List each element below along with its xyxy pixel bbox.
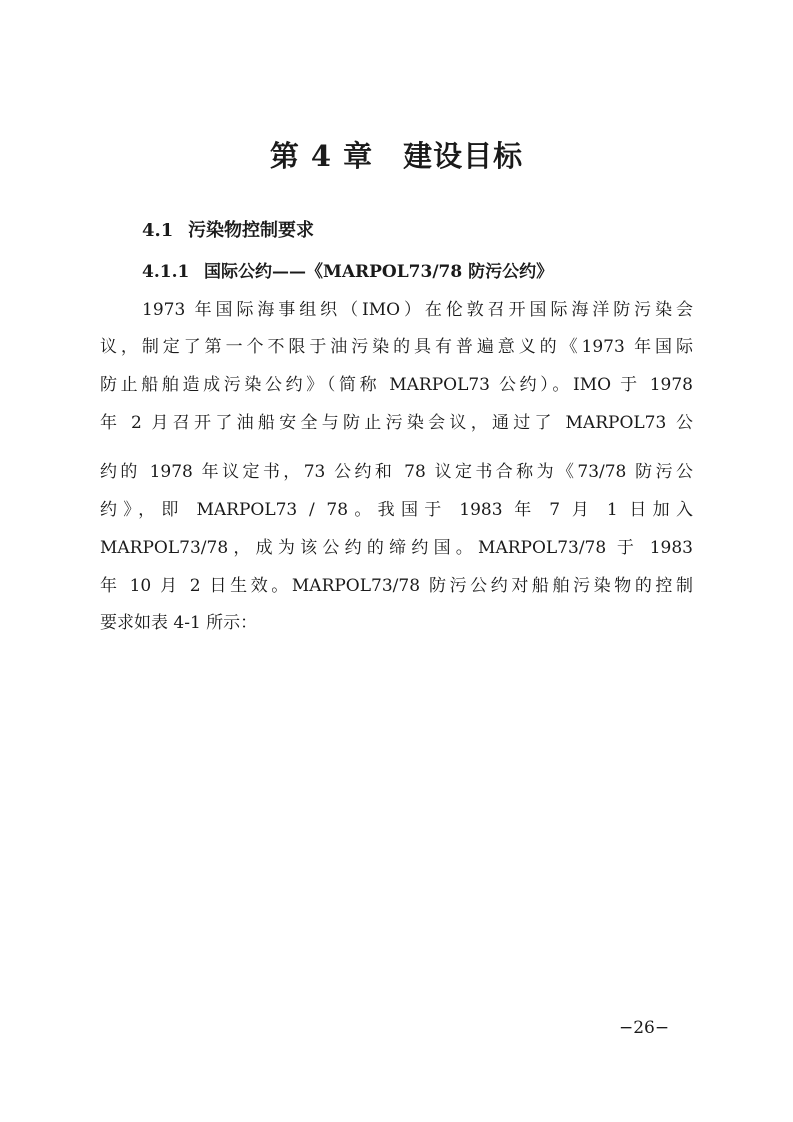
subsection-title: 国际公约——《MARPOL73/78 防污公约》 [204, 262, 554, 282]
paragraph-line: 约的 1978 年议定书，73 公约和 78 议定书合称为《73/78 防污公 [100, 462, 693, 482]
subsection-number: 4.1.1 [142, 262, 190, 282]
paragraph-line: 年 2 月召开了油船安全与防止污染会议，通过了 MARPOL73 公 [100, 413, 693, 433]
section-heading [142, 218, 314, 244]
section-number: 4.1 [142, 220, 174, 241]
paragraph-line: 防止船舶造成污染公约》（简称 MARPOL73 公约）。IMO 于 1978 [100, 375, 693, 395]
paragraph-line: 要求如表 4-1 所示： [100, 613, 258, 633]
paragraph-line: 约》，即 MARPOL73 / 78。我国于 1983 年 7 月 1 日加入 [100, 500, 693, 520]
chapter-title: 第 4 章 建设目标 [269, 139, 524, 173]
paragraph-line: 议，制定了第一个不限于油污染的具有普遍意义的《1973 年国际 [100, 337, 693, 357]
paragraph-line: 1973 年国际海事组织（IMO）在伦敦召开国际海洋防污染会 [142, 300, 693, 320]
page-number: −26− [619, 1018, 670, 1038]
paragraph-line: 年 10 月 2 日生效。MARPOL73/78 防污公约对船舶污染物的控制 [100, 576, 693, 596]
paragraph-line: MARPOL73/78，成为该公约的缔约国。MARPOL73/78 于 1983 [100, 538, 693, 558]
subsection-heading [142, 259, 553, 285]
section-title: 污染物控制要求 [188, 220, 314, 241]
